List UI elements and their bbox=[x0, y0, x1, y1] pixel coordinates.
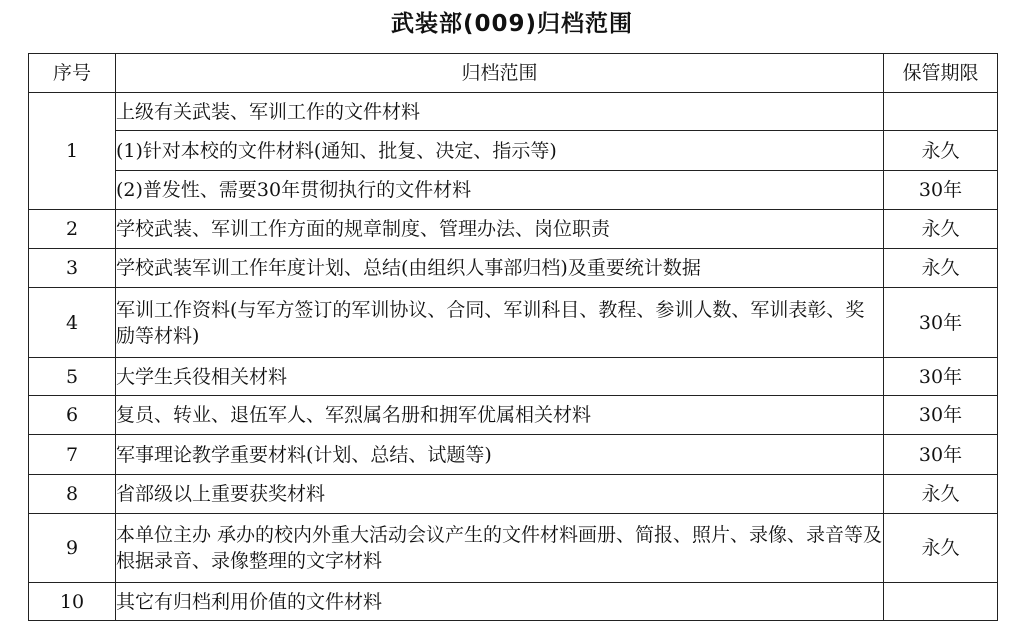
row-period: 永久 bbox=[884, 514, 998, 583]
row-period: 30年 bbox=[884, 396, 998, 435]
archive-scope-table bbox=[28, 53, 998, 621]
row-period: 30年 bbox=[884, 435, 998, 475]
table-row bbox=[29, 435, 998, 475]
table-row bbox=[29, 93, 998, 131]
row-number: 7 bbox=[29, 435, 116, 475]
row-period bbox=[884, 93, 998, 131]
header-scope: 归档范围 bbox=[116, 54, 884, 93]
table-row bbox=[29, 396, 998, 435]
table-row bbox=[29, 358, 998, 396]
row-scope: 学校武装军训工作年度计划、总结(由组织人事部归档)及重要统计数据 bbox=[116, 249, 884, 288]
row-scope: 上级有关武装、军训工作的文件材料 bbox=[116, 93, 884, 131]
row-period: 永久 bbox=[884, 131, 998, 171]
table-row bbox=[29, 583, 998, 621]
table-header-row bbox=[29, 54, 998, 93]
row-scope: 其它有归档利用价值的文件材料 bbox=[116, 583, 884, 621]
row-period: 永久 bbox=[884, 249, 998, 288]
row-scope: (2)普发性、需要30年贯彻执行的文件材料 bbox=[116, 171, 884, 210]
row-scope: 本单位主办 承办的校内外重大活动会议产生的文件材料画册、简报、照片、录像、录音等及根据录音、录像整理的文字材料 bbox=[116, 514, 884, 583]
row-period: 30年 bbox=[884, 171, 998, 210]
row-scope: 学校武装、军训工作方面的规章制度、管理办法、岗位职责 bbox=[116, 210, 884, 249]
row-scope: (1)针对本校的文件材料(通知、批复、决定、指示等) bbox=[116, 131, 884, 171]
row-number: 2 bbox=[29, 210, 116, 249]
row-period: 永久 bbox=[884, 475, 998, 514]
row-number: 3 bbox=[29, 249, 116, 288]
row-period: 永久 bbox=[884, 210, 998, 249]
row-scope: 复员、转业、退伍军人、军烈属名册和拥军优属相关材料 bbox=[116, 396, 884, 435]
row-period: 30年 bbox=[884, 358, 998, 396]
table-row bbox=[29, 249, 998, 288]
document-title: 武装部(009)归档范围 bbox=[390, 11, 634, 37]
row-period: 30年 bbox=[884, 288, 998, 358]
table-row bbox=[29, 210, 998, 249]
row-scope: 军事理论教学重要材料(计划、总结、试题等) bbox=[116, 435, 884, 475]
table-row bbox=[29, 131, 998, 171]
row-number: 8 bbox=[29, 475, 116, 514]
row-number: 9 bbox=[29, 514, 116, 583]
row-scope: 大学生兵役相关材料 bbox=[116, 358, 884, 396]
row-number: 10 bbox=[29, 583, 116, 621]
table-row bbox=[29, 514, 998, 583]
row-number: 1 bbox=[29, 93, 116, 210]
table-row bbox=[29, 475, 998, 514]
row-number: 4 bbox=[29, 288, 116, 358]
row-period bbox=[884, 583, 998, 621]
row-scope: 省部级以上重要获奖材料 bbox=[116, 475, 884, 514]
row-number: 6 bbox=[29, 396, 116, 435]
header-period: 保管期限 bbox=[884, 54, 998, 93]
table-row bbox=[29, 288, 998, 358]
header-no: 序号 bbox=[29, 54, 116, 93]
row-scope: 军训工作资料(与军方签订的军训协议、合同、军训科目、教程、参训人数、军训表彰、奖励等材料) bbox=[116, 288, 884, 358]
table-row bbox=[29, 171, 998, 210]
row-number: 5 bbox=[29, 358, 116, 396]
